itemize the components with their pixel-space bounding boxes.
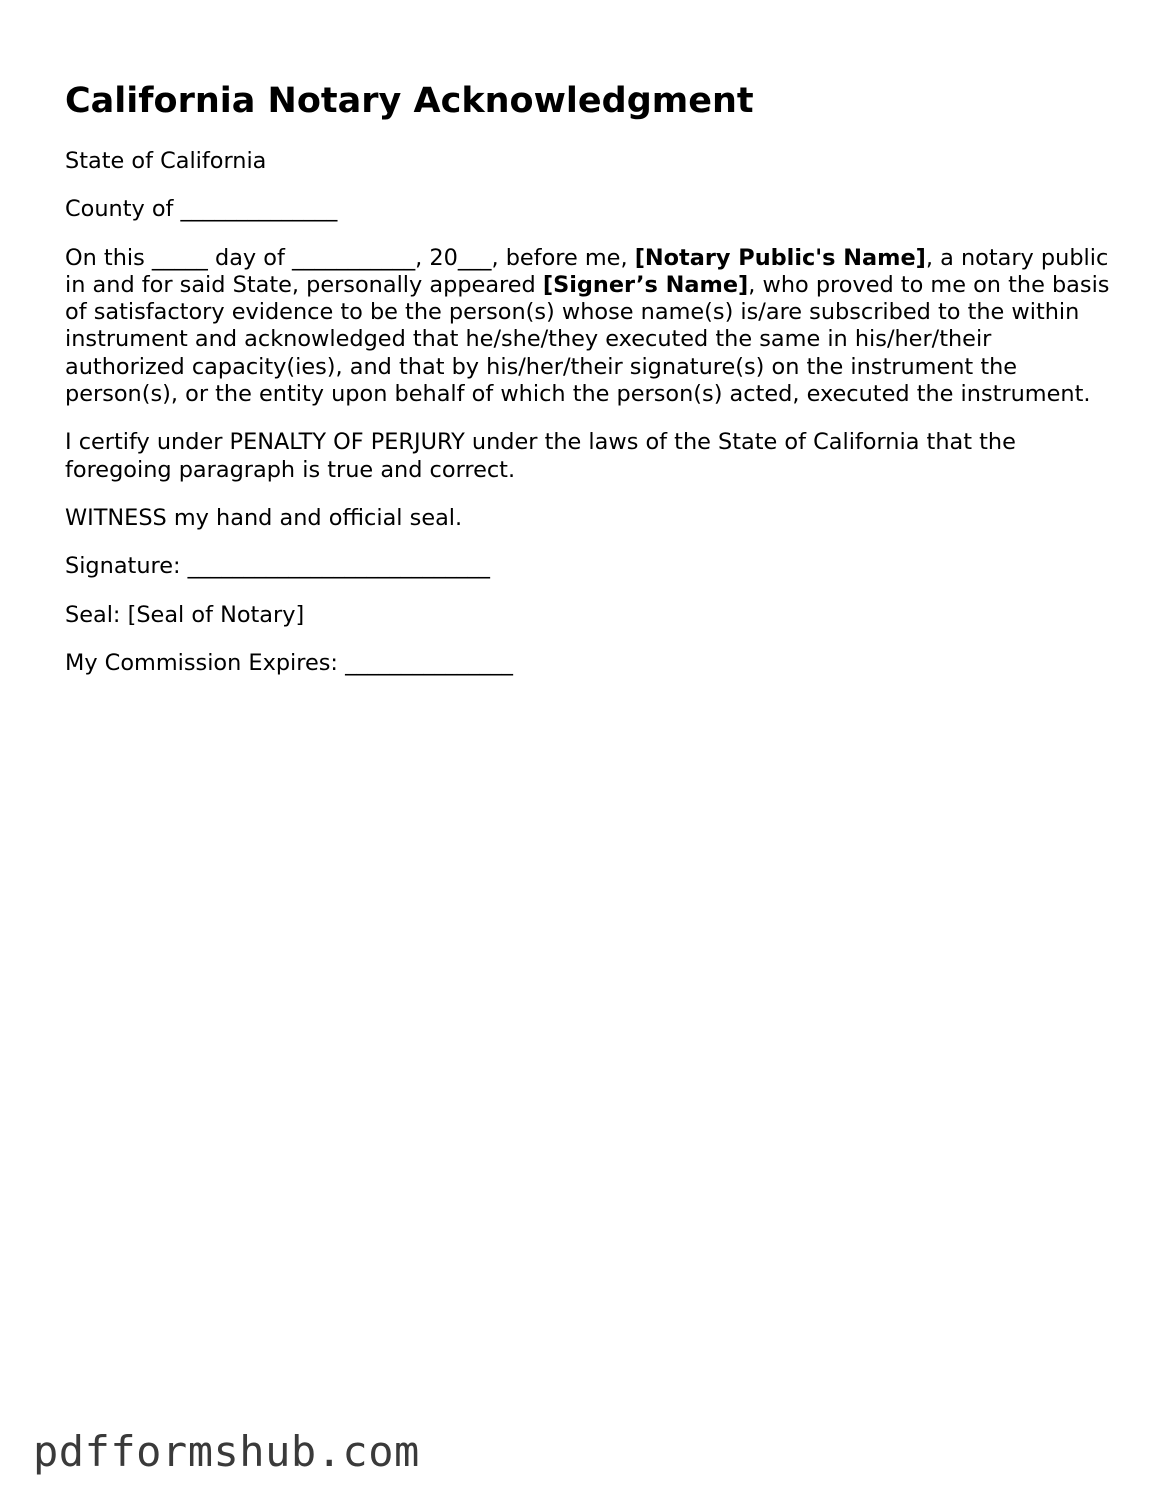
document-title: California Notary Acknowledgment: [65, 81, 754, 121]
document-page: [65, 78, 1110, 698]
acknowledgment-part2: , a notary public in and for said State, personally appeared: [65, 244, 1109, 298]
signature-line: Signature: ___________________________: [65, 553, 490, 580]
notary-name-placeholder: [Notary Public's Name]: [634, 244, 926, 271]
seal-line: Seal: [Seal of Notary]: [65, 601, 305, 628]
acknowledgment-paragraph: [65, 245, 1110, 409]
signer-name-placeholder: [Signer’s Name]: [542, 271, 749, 298]
commission-expires-line: My Commission Expires: _______________: [65, 649, 513, 676]
watermark: pdfformshub.com: [33, 1427, 420, 1476]
witness-line: WITNESS my hand and official seal.: [65, 504, 463, 531]
acknowledgment-part1: On this _____ day of ___________, 20___, before me,: [65, 244, 635, 271]
state-line: State of California: [65, 148, 267, 174]
perjury-statement: I certify under PENALTY OF PERJURY under the laws of the State of California that the foregoing paragraph is true and correct.: [65, 429, 1016, 483]
county-line: County of ______________: [65, 196, 338, 223]
acknowledgment-part3: , who proved to me on the basis of satisfactory evidence to be the person(s) whose name(s) is/are subscribed to the within instrument and acknowledged that he/she/they executed the same in his/her/their authorized capacity(ies), and that by his/her/their signature(s) on the instrument the person(s), or the entity upon behalf of which the person(s) acted, executed the instrument.: [65, 271, 1110, 408]
